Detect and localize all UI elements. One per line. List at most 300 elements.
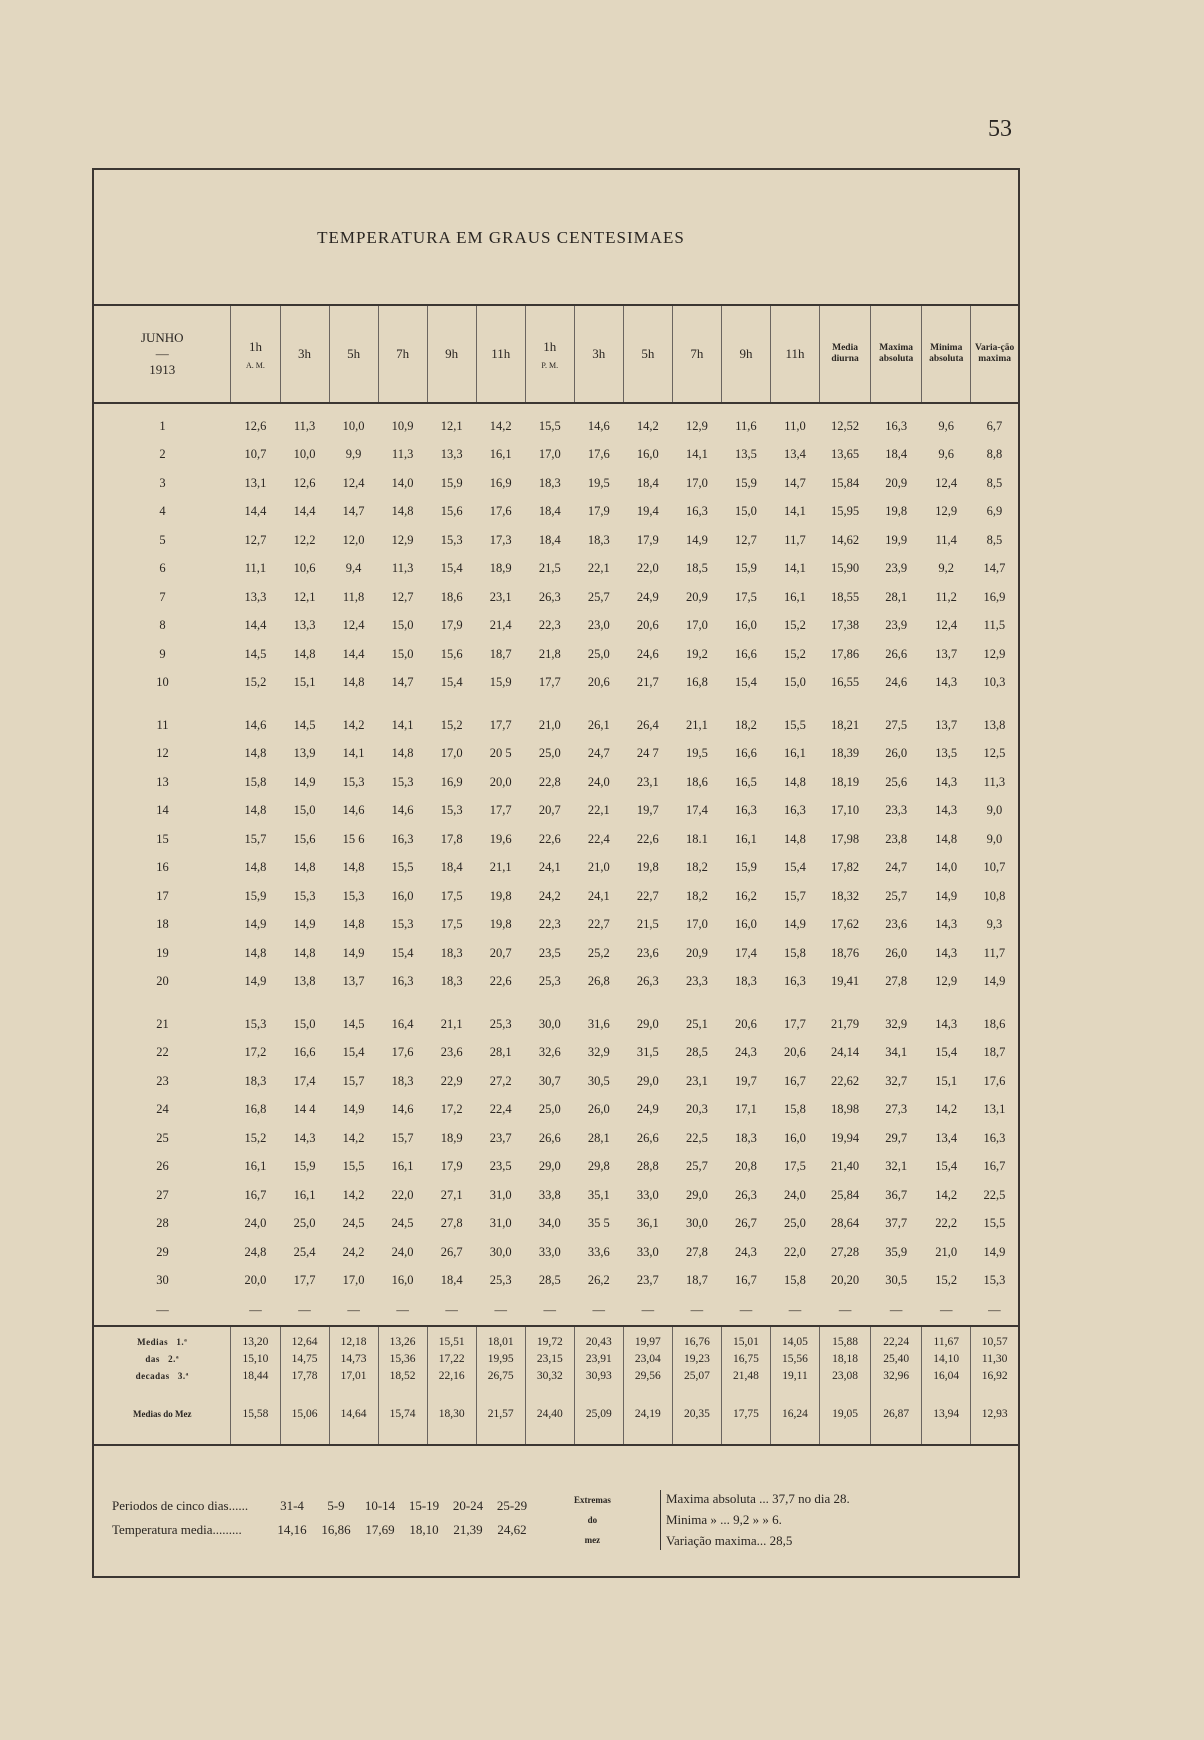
- value-cell: 22,2: [935, 1216, 958, 1231]
- value-cell: 11,8: [342, 589, 365, 604]
- value-cell: 17,6: [391, 1045, 414, 1060]
- dash-cell: —: [396, 1302, 409, 1317]
- value-cell: 6,9: [986, 504, 1003, 519]
- value-cell: 19,6: [489, 831, 512, 846]
- day-cell: 24: [156, 1102, 169, 1117]
- value-cell: 24,7: [587, 746, 610, 761]
- value-cell: 13,4: [935, 1130, 958, 1145]
- value-cell: 16,1: [735, 831, 757, 846]
- dash-cell: —: [838, 1302, 852, 1317]
- decade-value: 15,36: [378, 1350, 427, 1367]
- month-mean-value: 25,09: [574, 1384, 623, 1445]
- value-cell: 16,0: [784, 1130, 806, 1145]
- value-cell: 14,8: [342, 917, 365, 932]
- value-cell: 15,7: [342, 1073, 365, 1088]
- value-cell: 26,6: [636, 1130, 659, 1145]
- table-row: [94, 441, 1018, 470]
- decade-value: 16,92: [971, 1367, 1018, 1384]
- mean-temp-value: 17,69: [365, 1522, 395, 1537]
- value-cell: 17,4: [293, 1073, 316, 1088]
- value-cell: 17,7: [489, 717, 512, 732]
- hour-header: 11h: [770, 306, 819, 403]
- mean-temp-value: 14,16: [277, 1522, 307, 1537]
- value-cell: 32,7: [885, 1073, 908, 1088]
- value-cell: 26,1: [587, 717, 610, 732]
- table-row: [94, 1181, 1018, 1210]
- value-cell: 36,7: [885, 1187, 908, 1202]
- decade-value: 15,56: [770, 1350, 819, 1367]
- media-header: Media diurna: [820, 306, 871, 403]
- decade-value: 20,43: [574, 1326, 623, 1350]
- value-cell: 22,0: [391, 1187, 414, 1202]
- value-cell: 15,5: [983, 1216, 1006, 1231]
- dash-cell: —: [988, 1302, 1001, 1317]
- value-cell: 17,0: [685, 917, 708, 932]
- value-cell: 14,3: [935, 1016, 958, 1031]
- value-cell: 18,3: [440, 974, 463, 989]
- value-cell: 26,3: [735, 1187, 757, 1202]
- decade-value: 17,22: [427, 1350, 476, 1367]
- value-cell: 13,65: [831, 447, 860, 462]
- group-gap: [94, 996, 1018, 1010]
- value-cell: 35 5: [587, 1216, 610, 1231]
- period-value: 15-19: [408, 1498, 440, 1513]
- value-cell: 9,9: [345, 447, 362, 462]
- table-row: [94, 825, 1018, 854]
- value-cell: 14,9: [685, 532, 708, 547]
- value-cell: 16,3: [784, 803, 806, 818]
- month-mean-value: 24,40: [525, 1384, 574, 1445]
- value-cell: 17,1: [735, 1102, 757, 1117]
- table-row: [94, 1210, 1018, 1239]
- value-cell: 16,0: [735, 618, 757, 633]
- value-cell: 15,4: [440, 675, 463, 690]
- period-value: 10-14: [364, 1498, 396, 1513]
- decade-value: 23,15: [525, 1350, 574, 1367]
- value-cell: 21,0: [587, 860, 610, 875]
- month-mean-value: 18,30: [427, 1384, 476, 1445]
- value-cell: 19,8: [489, 888, 512, 903]
- value-cell: 13,3: [440, 447, 463, 462]
- value-cell: 17,9: [636, 532, 659, 547]
- decade-value: 17,78: [280, 1367, 329, 1384]
- value-cell: 28,5: [685, 1045, 708, 1060]
- value-cell: 17,3: [489, 532, 512, 547]
- value-cell: 30,0: [685, 1216, 708, 1231]
- value-cell: 18,3: [735, 974, 757, 989]
- value-cell: 19,2: [685, 646, 708, 661]
- value-cell: 17,7: [538, 675, 561, 690]
- value-cell: 17,9: [440, 1159, 463, 1174]
- value-cell: 21,8: [538, 646, 561, 661]
- value-cell: 20,0: [244, 1273, 267, 1288]
- value-cell: 23,9: [885, 618, 908, 633]
- value-cell: 8,5: [986, 475, 1003, 490]
- value-cell: 13,7: [342, 974, 365, 989]
- value-cell: 32,9: [885, 1016, 908, 1031]
- value-cell: 20,20: [831, 1273, 860, 1288]
- value-cell: 12,52: [831, 418, 860, 433]
- value-cell: 12,6: [244, 418, 267, 433]
- dash-cell: —: [739, 1302, 753, 1317]
- value-cell: 12,5: [983, 746, 1006, 761]
- value-cell: 14,8: [784, 774, 806, 789]
- value-cell: 30,5: [587, 1073, 610, 1088]
- value-cell: 22,62: [831, 1073, 860, 1088]
- decade-value: 32,96: [871, 1367, 922, 1384]
- value-cell: 15,7: [784, 888, 806, 903]
- value-cell: 17,5: [440, 917, 463, 932]
- value-cell: 24,0: [244, 1216, 267, 1231]
- value-cell: 15,3: [983, 1273, 1006, 1288]
- table-row: [94, 583, 1018, 612]
- value-cell: 16,3: [983, 1130, 1006, 1145]
- value-cell: 28,64: [831, 1216, 860, 1231]
- value-cell: 26,2: [587, 1273, 610, 1288]
- day-cell: 16: [156, 860, 169, 875]
- decade-value: 18,18: [820, 1350, 871, 1367]
- value-cell: 26,3: [538, 589, 561, 604]
- value-cell: 33,0: [636, 1244, 659, 1259]
- value-cell: 17,82: [831, 860, 860, 875]
- decade-value: 13,26: [378, 1326, 427, 1350]
- value-cell: 16,8: [685, 675, 708, 690]
- value-cell: 15,6: [440, 646, 463, 661]
- value-cell: 8,8: [986, 447, 1003, 462]
- value-cell: 27,8: [885, 974, 908, 989]
- value-cell: 25,0: [293, 1216, 316, 1231]
- value-cell: 14,3: [935, 803, 958, 818]
- decade-value: 30,93: [574, 1367, 623, 1384]
- dash-cell: —: [249, 1302, 262, 1317]
- value-cell: 13,8: [293, 974, 316, 989]
- month-mean-value: 15,58: [231, 1384, 280, 1445]
- value-cell: 22,6: [538, 831, 561, 846]
- value-cell: 16,1: [244, 1159, 267, 1174]
- value-cell: 18,39: [831, 746, 860, 761]
- value-cell: 25,7: [885, 888, 908, 903]
- value-cell: 19,8: [636, 860, 659, 875]
- value-cell: 15,3: [342, 888, 365, 903]
- table-row: [94, 403, 1018, 441]
- dash-row: [94, 1295, 1018, 1326]
- value-cell: 19,7: [636, 803, 659, 818]
- value-cell: 24,6: [885, 675, 908, 690]
- table-row: [94, 968, 1018, 997]
- decade-row: [94, 1326, 1018, 1350]
- value-cell: 15,2: [935, 1273, 958, 1288]
- value-cell: 14,8: [784, 831, 806, 846]
- value-cell: 18,7: [983, 1045, 1006, 1060]
- value-cell: 20,7: [538, 803, 561, 818]
- value-cell: 16,3: [885, 418, 908, 433]
- value-cell: 21,1: [685, 717, 708, 732]
- value-cell: 13,3: [293, 618, 316, 633]
- month-mean-row: [94, 1384, 1018, 1445]
- table-body: [94, 403, 1018, 1295]
- value-cell: 23,0: [587, 618, 610, 633]
- value-cell: 17,62: [831, 917, 860, 932]
- value-cell: 15,9: [440, 475, 463, 490]
- decade-value: 14,73: [329, 1350, 378, 1367]
- value-cell: 25,7: [685, 1159, 708, 1174]
- value-cell: 15,2: [244, 675, 267, 690]
- value-cell: 35,9: [885, 1244, 908, 1259]
- value-cell: 23,6: [885, 917, 908, 932]
- value-cell: 17,10: [831, 803, 860, 818]
- value-cell: 15,0: [293, 803, 316, 818]
- value-cell: 25,1: [685, 1016, 708, 1031]
- value-cell: 18,3: [391, 1073, 414, 1088]
- value-cell: 13,7: [935, 646, 958, 661]
- decade-value: 18,52: [378, 1367, 427, 1384]
- day-cell: 9: [159, 646, 166, 661]
- value-cell: 19,4: [636, 504, 659, 519]
- mean-temp-value: 21,39: [453, 1522, 483, 1537]
- value-cell: 14,6: [391, 1102, 414, 1117]
- value-cell: 16,0: [391, 888, 414, 903]
- value-cell: 15,4: [735, 675, 757, 690]
- value-cell: 22,5: [685, 1130, 708, 1145]
- month-mean-value: 13,94: [922, 1384, 971, 1445]
- day-cell: 2: [159, 447, 166, 462]
- value-cell: 14,3: [293, 1130, 316, 1145]
- value-cell: 24,3: [735, 1244, 757, 1259]
- value-cell: 24,2: [538, 888, 561, 903]
- value-cell: 22,1: [587, 803, 610, 818]
- dash-cell: —: [494, 1302, 507, 1317]
- value-cell: 10,7: [244, 447, 267, 462]
- value-cell: 20,0: [489, 774, 512, 789]
- value-cell: 14,8: [391, 504, 414, 519]
- value-cell: 20,3: [685, 1102, 708, 1117]
- value-cell: 14,2: [342, 717, 365, 732]
- value-cell: 18,9: [489, 561, 512, 576]
- value-cell: 30,0: [538, 1016, 561, 1031]
- value-cell: 22,3: [538, 917, 561, 932]
- value-cell: 29,0: [636, 1016, 659, 1031]
- value-cell: 18,3: [440, 945, 463, 960]
- mean-temp-label: Temperatura media.........: [112, 1522, 242, 1537]
- value-cell: 13,1: [244, 475, 267, 490]
- value-cell: 22,7: [587, 917, 610, 932]
- value-cell: 14,0: [391, 475, 414, 490]
- value-cell: 23,7: [489, 1130, 512, 1145]
- decade-value: 19,11: [770, 1367, 819, 1384]
- value-cell: 18,76: [831, 945, 860, 960]
- value-cell: 15,6: [440, 504, 463, 519]
- value-cell: 16,1: [391, 1159, 414, 1174]
- value-cell: 14,9: [983, 1244, 1006, 1259]
- value-cell: 16,6: [293, 1045, 316, 1060]
- value-cell: 24,1: [538, 860, 561, 875]
- value-cell: 25,2: [587, 945, 610, 960]
- value-cell: 16,3: [391, 831, 414, 846]
- value-cell: 15,3: [293, 888, 316, 903]
- period-value: 25-29: [496, 1498, 528, 1513]
- value-cell: 20,6: [636, 618, 659, 633]
- value-cell: 14,9: [983, 974, 1006, 989]
- table-row: [94, 939, 1018, 968]
- value-cell: 12,4: [935, 475, 958, 490]
- value-cell: 11,3: [391, 447, 414, 462]
- value-cell: 20,6: [587, 675, 610, 690]
- decade-value: 29,56: [623, 1367, 672, 1384]
- value-cell: 32,6: [538, 1045, 561, 1060]
- value-cell: 32,1: [885, 1159, 908, 1174]
- value-cell: 14,8: [244, 803, 267, 818]
- value-cell: 12,7: [735, 532, 757, 547]
- value-cell: 23,1: [636, 774, 659, 789]
- hour-header: 7h: [378, 306, 427, 403]
- value-cell: 18,3: [538, 475, 561, 490]
- value-cell: 15,3: [391, 917, 414, 932]
- value-cell: 16,3: [784, 974, 806, 989]
- day-cell: 17: [156, 888, 169, 903]
- value-cell: 14,3: [935, 675, 958, 690]
- value-cell: 13,5: [735, 447, 757, 462]
- value-cell: 14,4: [293, 504, 316, 519]
- value-cell: 15,4: [391, 945, 414, 960]
- value-cell: 18,19: [831, 774, 860, 789]
- day-cell: 8: [159, 618, 166, 633]
- value-cell: 15,84: [831, 475, 860, 490]
- month-mean-value: 19,05: [820, 1384, 871, 1445]
- value-cell: 21,1: [489, 860, 512, 875]
- value-cell: 15,5: [342, 1159, 365, 1174]
- mean-temp-value: 18,10: [409, 1522, 439, 1537]
- value-cell: 23,9: [885, 561, 908, 576]
- value-cell: 17,0: [440, 746, 463, 761]
- value-cell: 16,7: [983, 1159, 1006, 1174]
- value-cell: 16,2: [735, 888, 757, 903]
- month-mean-value: 15,06: [280, 1384, 329, 1445]
- value-cell: 16,1: [784, 746, 806, 761]
- value-cell: 17,0: [685, 618, 708, 633]
- value-cell: 20,9: [885, 475, 908, 490]
- value-cell: 20 5: [489, 746, 512, 761]
- value-cell: 24,5: [342, 1216, 365, 1231]
- decade-value: 23,91: [574, 1350, 623, 1367]
- value-cell: 12,9: [391, 532, 414, 547]
- value-cell: 10,3: [983, 675, 1006, 690]
- day-cell: 1: [159, 418, 166, 433]
- value-cell: 27,5: [885, 717, 908, 732]
- value-cell: 18,3: [244, 1073, 267, 1088]
- day-cell: 15: [156, 831, 169, 846]
- value-cell: 23,6: [636, 945, 659, 960]
- mean-temp-value: 16,86: [321, 1522, 351, 1537]
- decade-value: 15,88: [820, 1326, 871, 1350]
- minima-header: Minima absoluta: [922, 306, 971, 403]
- value-cell: 24,5: [391, 1216, 414, 1231]
- value-cell: 25,4: [293, 1244, 316, 1259]
- value-cell: 16,7: [784, 1073, 806, 1088]
- value-cell: 19,41: [831, 974, 860, 989]
- month-mean-value: 20,35: [672, 1384, 721, 1445]
- value-cell: 29,7: [885, 1130, 908, 1145]
- value-cell: 26,6: [538, 1130, 561, 1145]
- value-cell: 17,0: [538, 447, 561, 462]
- value-cell: 17,6: [983, 1073, 1006, 1088]
- value-cell: 16,3: [391, 974, 414, 989]
- value-cell: 14,9: [935, 888, 958, 903]
- value-cell: 18,7: [489, 646, 512, 661]
- value-cell: 15,4: [935, 1045, 958, 1060]
- value-cell: 9,0: [986, 831, 1003, 846]
- value-cell: 18,4: [440, 1273, 463, 1288]
- value-cell: 15,3: [440, 803, 463, 818]
- value-cell: 24,0: [784, 1187, 806, 1202]
- extremas-label: Extremas do mez: [574, 1495, 611, 1545]
- value-cell: 34,1: [885, 1045, 908, 1060]
- value-cell: 15,9: [735, 860, 757, 875]
- decade-value: 17,01: [329, 1367, 378, 1384]
- value-cell: 27,8: [440, 1216, 463, 1231]
- day-cell: 30: [156, 1273, 169, 1288]
- value-cell: 15,95: [831, 504, 860, 519]
- value-cell: 18,7: [685, 1273, 708, 1288]
- value-cell: 28,1: [489, 1045, 512, 1060]
- value-cell: 19,94: [831, 1130, 860, 1145]
- value-cell: 11,4: [935, 532, 957, 547]
- value-cell: 14,5: [244, 646, 267, 661]
- value-cell: 17,4: [685, 803, 708, 818]
- value-cell: 24,8: [244, 1244, 267, 1259]
- value-cell: 13,7: [935, 717, 958, 732]
- value-cell: 11,1: [244, 561, 267, 576]
- value-cell: 15,1: [935, 1073, 958, 1088]
- value-cell: 15,7: [244, 831, 267, 846]
- value-cell: 26,0: [587, 1102, 610, 1117]
- value-cell: 15,8: [784, 1102, 806, 1117]
- value-cell: 21,4: [489, 618, 512, 633]
- value-cell: 10,0: [342, 418, 365, 433]
- value-cell: 14,2: [489, 418, 512, 433]
- decade-value: 19,97: [623, 1326, 672, 1350]
- value-cell: 18,3: [735, 1130, 757, 1145]
- value-cell: 22,7: [636, 888, 659, 903]
- decade-value: 26,75: [476, 1367, 525, 1384]
- hour-header: 11h: [476, 306, 525, 403]
- table-row: [94, 768, 1018, 797]
- value-cell: 27,8: [685, 1244, 708, 1259]
- day-cell: 20: [156, 974, 169, 989]
- value-cell: 26,6: [885, 646, 908, 661]
- value-cell: 19,5: [587, 475, 610, 490]
- value-cell: 18,2: [685, 860, 708, 875]
- value-cell: 14,4: [342, 646, 365, 661]
- table-row: [94, 911, 1018, 940]
- value-cell: 15,6: [293, 831, 316, 846]
- value-cell: 8,5: [986, 532, 1003, 547]
- value-cell: 12,9: [983, 646, 1006, 661]
- value-cell: 16,0: [391, 1273, 414, 1288]
- value-cell: 14,8: [935, 831, 958, 846]
- value-cell: 24,0: [587, 774, 610, 789]
- value-cell: 15,4: [342, 1045, 365, 1060]
- month-mean-value: 24,19: [623, 1384, 672, 1445]
- value-cell: 14,9: [784, 917, 806, 932]
- table-frame: [92, 168, 1020, 1578]
- value-cell: 10,6: [293, 561, 316, 576]
- value-cell: 24,6: [636, 646, 659, 661]
- table-row: [94, 1238, 1018, 1267]
- value-cell: 16,0: [735, 917, 757, 932]
- value-cell: 15 6: [342, 831, 365, 846]
- value-cell: 15,3: [391, 774, 414, 789]
- table-row: [94, 882, 1018, 911]
